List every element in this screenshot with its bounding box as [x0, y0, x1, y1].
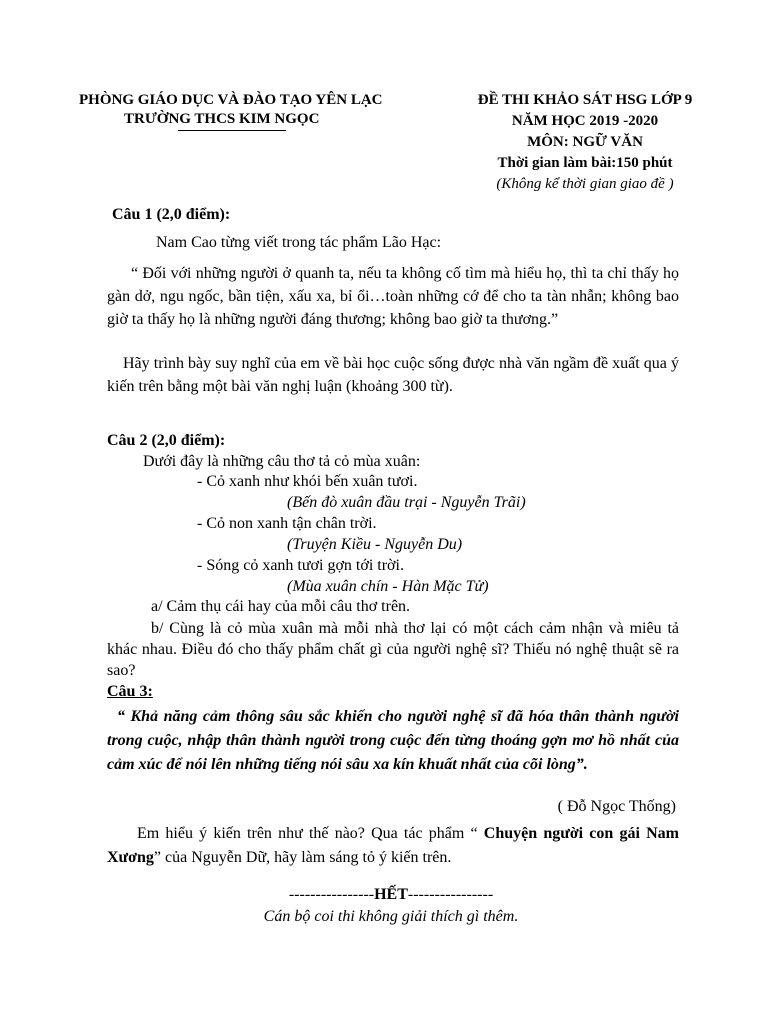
verse-2-source: (Truyện Kiều - Nguyễn Du): [287, 536, 463, 553]
time-note: (Không kể thời gian giao đề ): [496, 176, 674, 192]
end-text: ----------------HẾT----------------: [288, 886, 494, 903]
question-2-intro: Dưới đây là những câu thơ tả cỏ mùa xuân:: [143, 453, 421, 470]
subject: MÔN: NGỮ VĂN: [527, 134, 643, 150]
proctor-note: Cán bộ coi thi không giải thích gì thêm.: [263, 908, 519, 925]
school-year: NĂM HỌC 2019 -2020: [511, 113, 659, 129]
school-name: TRƯỜNG THCS KIM NGỌC: [124, 111, 320, 127]
question-1-quote: “ Đối với những người ở quanh ta, nếu ta không cố tìm mà hiểu họ, thì ta chỉ thấy họ gàn dở, ngu ngốc, bần tiện, xấu xa, bỉ ổi…toàn những cớ để cho ta tàn nhẫn; không bao giờ ta thấy họ là những người đáng thương; không bao giờ ta thương.”: [107, 265, 679, 328]
question-3-task: [107, 822, 679, 870]
verse-3: - Sóng cỏ xanh tươi gợn tới trời.: [197, 557, 404, 574]
verse-1-source: (Bến đò xuân đầu trại - Nguyễn Trãi): [287, 494, 526, 511]
question-2-task-a: a/ Cảm thụ cái hay của mỗi câu thơ trên.: [151, 598, 411, 615]
question-2-title: Câu 2 (2,0 điểm):: [107, 432, 226, 449]
work-title: Chuyện người con gái Nam Xương: [107, 825, 680, 866]
verse-2: - Cỏ non xanh tận chân trời.: [197, 515, 377, 532]
school-underline: [178, 130, 286, 131]
question-3-task-pre: Em hiểu ý kiến trên như thế nào? Qua tác phẩm “: [137, 825, 484, 842]
question-2-task-b: b/ Cùng là cỏ mùa xuân mà mỗi nhà thơ lại có một cách cảm nhận và miêu tả khác nhau. Điều đó cho thấy phẩm chất gì của người nghệ sĩ? Thiếu nó nghệ thuật sẽ ra sao?: [107, 620, 679, 679]
question-1-title: Câu 1 (2,0 điểm):: [112, 206, 231, 223]
question-3-quote: “ Khả năng cảm thông sâu sắc khiến cho người nghệ sĩ đã hóa thân thành người trong cuộc, nhập thân thành người trong cuộc đến từng thoáng gợn mơ hồ nhất của cảm xúc để nói lên những tiếng nói sâu xa kín khuất nhất của cõi lòng”.: [107, 708, 679, 773]
quote-author: ( Đỗ Ngọc Thống): [557, 798, 676, 815]
question-1-task: Hãy trình bày suy nghĩ của em về bài học cuộc sống được nhà văn ngầm đề xuất qua ý kiến trên bằng một bài văn nghị luận (khoảng 300 từ).: [107, 355, 679, 395]
question-3-task-post: ” của Nguyễn Dữ, hãy làm sáng tỏ ý kiến trên.: [153, 849, 452, 866]
time-limit: Thời gian làm bài:150 phút: [497, 155, 673, 171]
question-1-intro: Nam Cao từng viết trong tác phẩm Lão Hạc:: [156, 234, 442, 251]
exam-title: ĐỀ THI KHẢO SÁT HSG LỚP 9: [477, 92, 693, 108]
verse-3-source: (Mùa xuân chín - Hàn Mặc Tử): [287, 578, 489, 595]
department-name: PHÒNG GIÁO DỤC VÀ ĐÀO TẠO YÊN LẠC: [79, 92, 383, 108]
question-3-title: Câu 3:: [107, 683, 153, 700]
end-marker: [207, 886, 575, 904]
verse-1: - Cỏ xanh như khói bến xuân tươi.: [197, 473, 418, 490]
